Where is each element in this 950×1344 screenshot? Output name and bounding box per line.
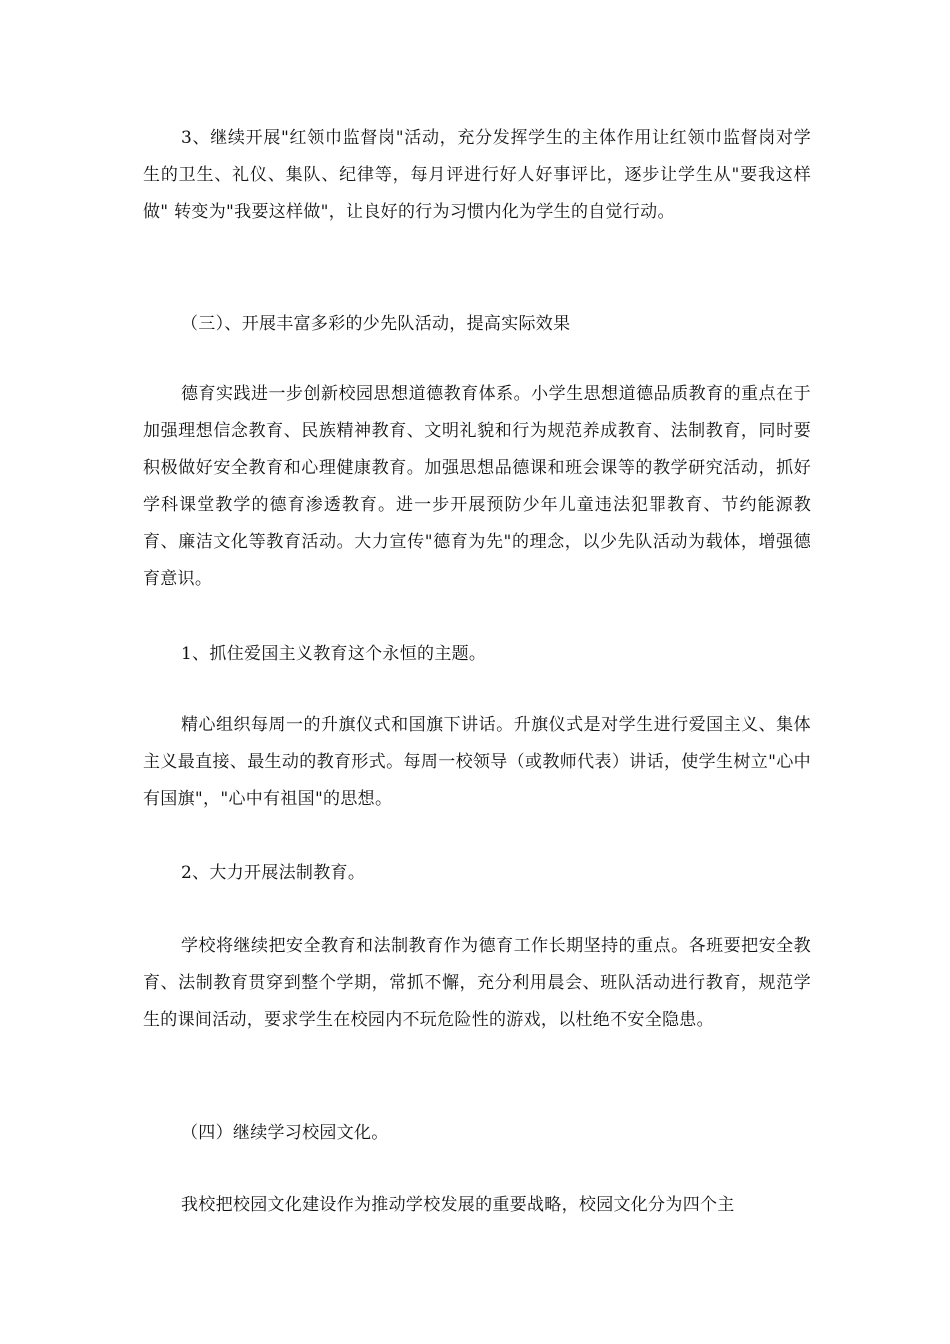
paragraph-campus-culture: 我校把校园文化建设作为推动学校发展的重要战略，校园文化分为四个主 [181,1195,735,1215]
paragraph-safety-legal-education: 学校将继续把安全教育和法制教育作为德育工作长期坚持的重点。各班要把安全教育、法制教育贯穿到整个学期，常抓不懈，充分利用晨会、班队活动进行教育，规范学生的课间活动，要求学生在校园内不玩危险性的游戏，以杜绝不安全隐患。 [143,936,811,1030]
paragraph-moral-education-practice: 德育实践进一步创新校园思想道德教育体系。小学生思想道德品质教育的重点在于加强理想信念教育、民族精神教育、文明礼貌和行为规范养成教育、法制教育，同时要积极做好安全教育和心理健康教育。加强思想品德课和班会课等的教学研究活动，抓好学科课堂教学的德育渗透教育。进一步开展预防少年儿童违法犯罪教育、节约能源教育、廉洁文化等教育活动。大力宣传"德育为先"的理念，以少先队活动为载体，增强德育意识。 [143,384,811,589]
subheading-patriotism: 1、抓住爱国主义教育这个永恒的主题。 [181,644,487,664]
paragraph-flag-ceremony: 精心组织每周一的升旗仪式和国旗下讲话。升旗仪式是对学生进行爱国主义、集体主义最直接、最生动的教育形式。每周一校领导（或教师代表）讲话，使学生树立"心中有国旗"，"心中有祖国"的思想。 [143,715,811,809]
section-heading-three: （三）、开展丰富多彩的少先队活动，提高实际效果 [181,314,571,334]
paragraph-red-scarf-supervision: 3、继续开展"红领巾监督岗"活动，充分发挥学生的主体作用让红领巾监督岗对学生的卫生、礼仪、集队、纪律等，每月评进行好人好事评比，逐步让学生从"要我这样做" 转变为"我要这样做"，让良好的行为习惯内化为学生的自觉行动。 [143,128,811,222]
subheading-legal-education: 2、大力开展法制教育。 [181,863,366,883]
section-heading-four: （四）继续学习校园文化。 [181,1123,389,1143]
